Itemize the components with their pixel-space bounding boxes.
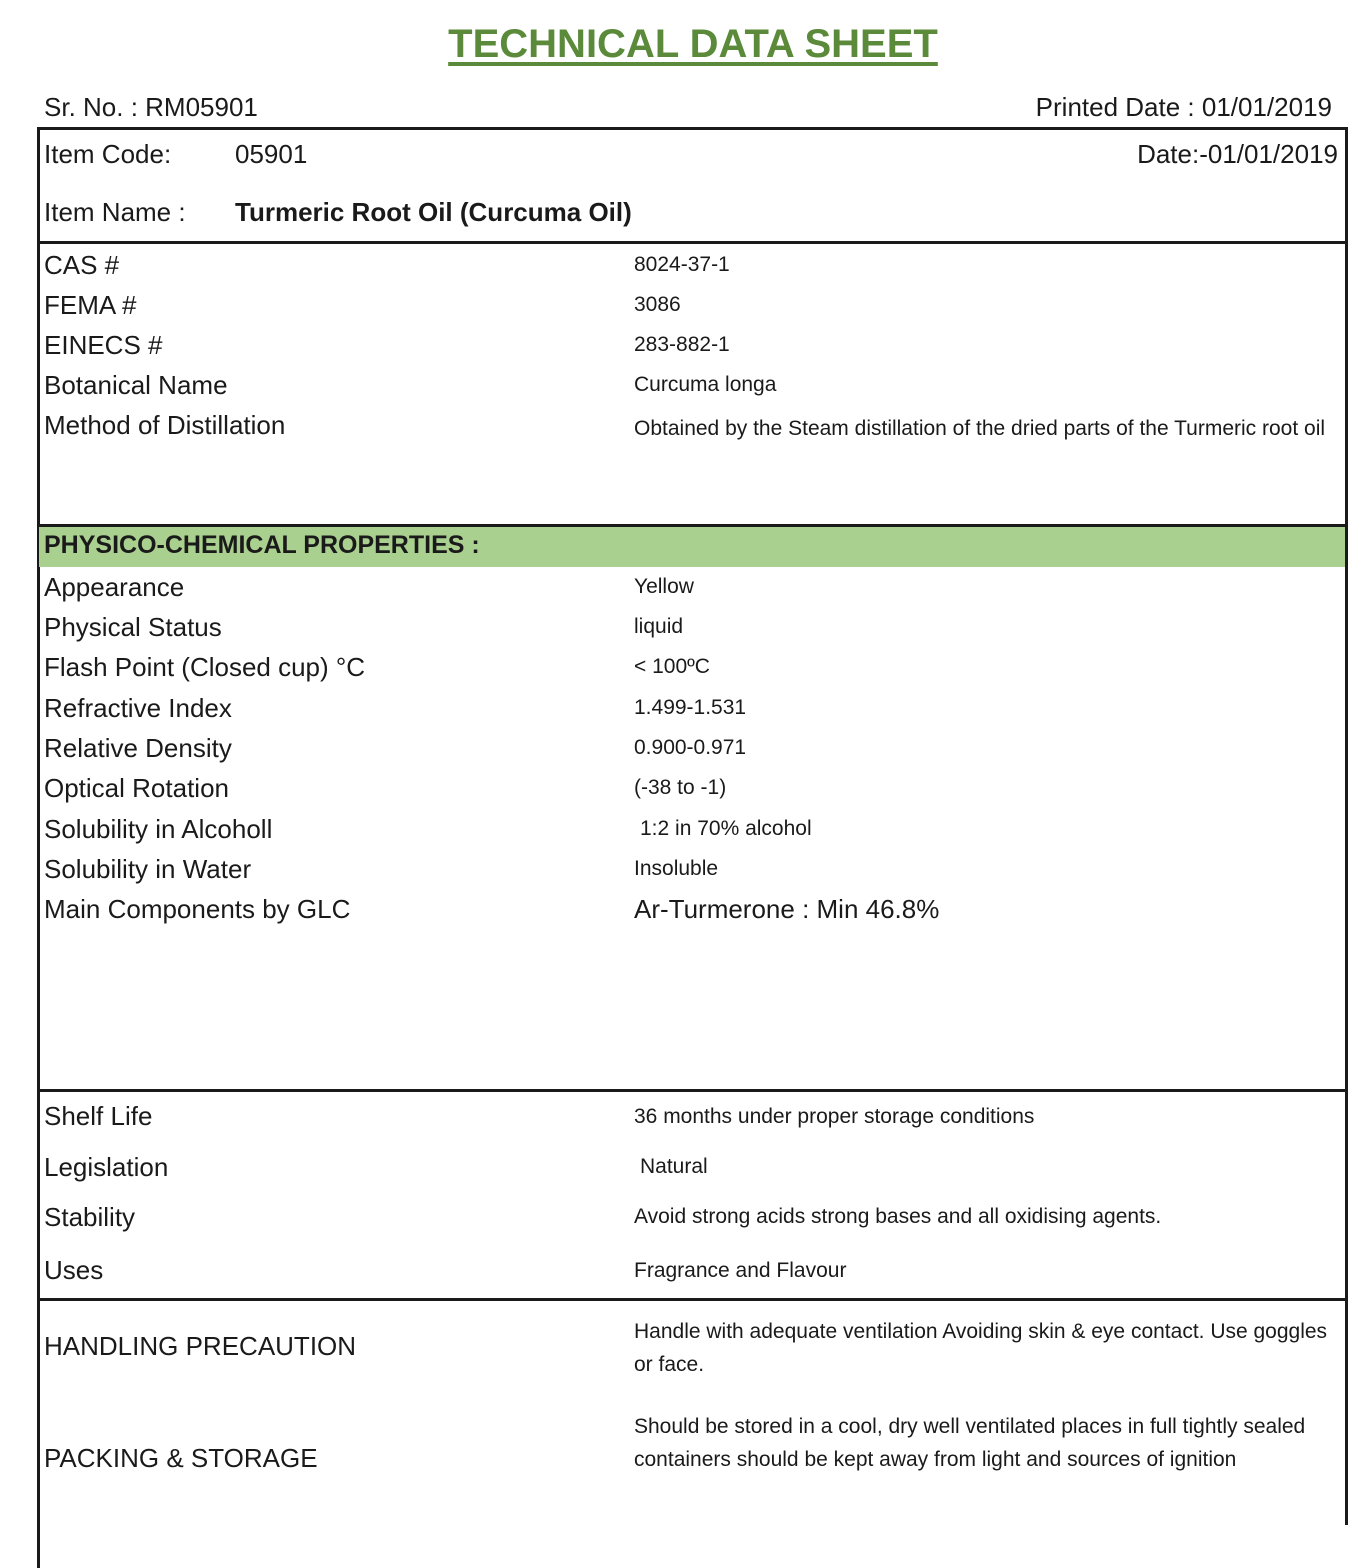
legislation-value: Natural	[640, 1155, 708, 1178]
page-title: TECHNICAL DATA SHEET	[448, 22, 938, 66]
solubility-water-value: Insoluble	[634, 857, 719, 880]
table-right-border	[1345, 127, 1348, 1525]
fema-value: 3086	[634, 293, 681, 316]
table-left-border	[37, 127, 40, 1568]
flash-point-label: Flash Point (Closed cup) °C	[44, 652, 366, 682]
physical-status-value: liquid	[634, 615, 684, 638]
shelf-life-label: Shelf Life	[44, 1101, 153, 1131]
flash-point-value: < 100ºC	[634, 655, 710, 678]
refractive-index-label: Refractive Index	[44, 693, 232, 723]
item-code-label: Item Code:	[44, 139, 172, 169]
packing-storage-label: PACKING & STORAGE	[44, 1443, 318, 1473]
legislation-label: Legislation	[44, 1152, 169, 1182]
main-components-value: Ar-Turmerone : Min 46.8%	[634, 894, 940, 924]
relative-density-value: 0.900-0.971	[634, 736, 747, 759]
solubility-alcohol-value: 1:2 in 70% alcohol	[640, 817, 812, 840]
optical-rotation-value: (-38 to -1)	[634, 776, 727, 799]
handling-precaution-label: HANDLING PRECAUTION	[44, 1331, 357, 1361]
serial-number: Sr. No. : RM05901	[44, 92, 258, 122]
divider-item	[37, 241, 1348, 244]
einecs-label: EINECS #	[44, 330, 163, 360]
item-name-label: Item Name :	[44, 197, 186, 227]
cas-label: CAS #	[44, 250, 120, 280]
divider-properties	[37, 1089, 1348, 1092]
table-top-border	[37, 127, 1348, 130]
appearance-value: Yellow	[634, 575, 694, 598]
optical-rotation-label: Optical Rotation	[44, 773, 229, 803]
solubility-alcohol-label: Solubility in Alcoholl	[44, 814, 273, 844]
item-name-value: Turmeric Root Oil (Curcuma Oil)	[235, 197, 632, 227]
physical-status-label: Physical Status	[44, 612, 222, 642]
cas-value: 8024-37-1	[634, 253, 730, 276]
item-code-value: 05901	[235, 139, 308, 169]
fema-label: FEMA #	[44, 290, 137, 320]
divider-general	[37, 1298, 1348, 1301]
main-components-label: Main Components by GLC	[44, 894, 351, 924]
stability-label: Stability	[44, 1202, 136, 1232]
relative-density-label: Relative Density	[44, 733, 232, 763]
appearance-label: Appearance	[44, 572, 185, 602]
solubility-water-label: Solubility in Water	[44, 854, 252, 884]
distillation-method-label: Method of Distillation	[44, 410, 286, 440]
item-date: Date:-01/01/2019	[1137, 139, 1338, 169]
botanical-name-label: Botanical Name	[44, 370, 228, 400]
properties-heading: PHYSICO-CHEMICAL PROPERTIES :	[44, 531, 480, 559]
handling-precaution-value: Handle with adequate ventilation Avoiding skin & eye contact. Use goggles or face.	[634, 1320, 1328, 1376]
einecs-value: 283-882-1	[634, 333, 730, 356]
distillation-method-value: Obtained by the Steam distillation of the dried parts of the Turmeric root oil	[634, 417, 1326, 440]
uses-value: Fragrance and Flavour	[634, 1259, 847, 1282]
stability-value: Avoid strong acids strong bases and all oxidising agents.	[634, 1205, 1162, 1228]
printed-date: Printed Date : 01/01/2019	[1035, 92, 1332, 122]
uses-label: Uses	[44, 1255, 104, 1285]
botanical-name-value: Curcuma longa	[634, 373, 777, 396]
shelf-life-value: 36 months under proper storage conditions	[634, 1105, 1035, 1128]
packing-storage-value: Should be stored in a cool, dry well ventilated places in full tightly sealed containers should be kept away from light and sources of ignition	[634, 1415, 1306, 1471]
refractive-index-value: 1.499-1.531	[634, 696, 747, 719]
